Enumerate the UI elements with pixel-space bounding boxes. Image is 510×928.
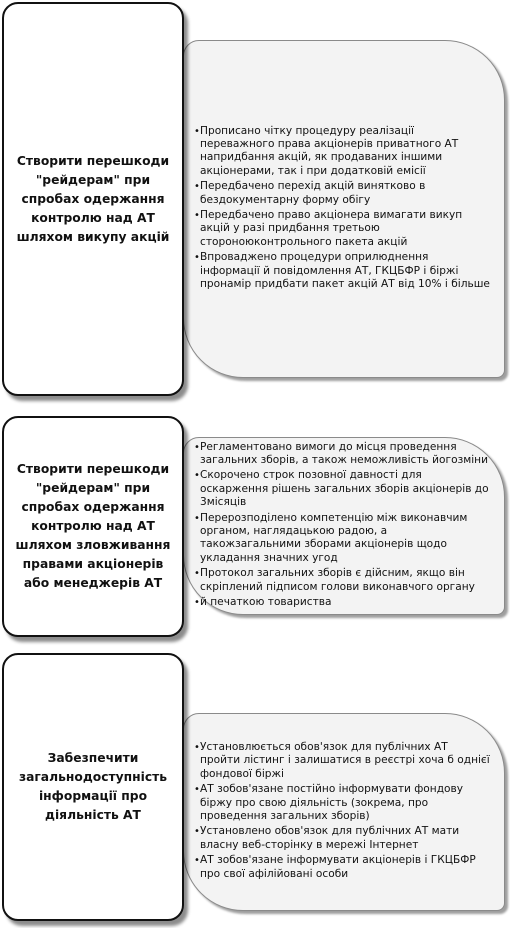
label-text-1: Створити перешкоди "рейдерам" при спробах одержання контролю над АТ шляхом викупу акцій [16, 153, 170, 244]
detail-item: • Перерозподілено компетенцію між виконавчим органом, наглядацькою радою, а такожзагальними зборами акціонерів щодо укладання значних угод [194, 512, 490, 566]
detail-item: • Установлено обов'язок для публічних АТ мати власну веб-сторінку в мережі Інтернет [194, 825, 490, 852]
detail-item: • Протокол загальних зборів є дійсним, якщо він скріплений підписом голови виконавчого органу [194, 567, 490, 594]
detail-item: • Передбачено перехід акцій винятково в бездокументарну форму обігу [194, 180, 490, 207]
detail-item: • Прописано чітку процедуру реалізації переважного права акціонерів приватного АТ напридбання акцій, як продаваних іншими акціонерами, так і при додатковій емісії [194, 125, 490, 179]
detail-item: • АТ зобов'язане інформувати акціонерів і ГКЦБФР про свої афілійовані особи [194, 854, 490, 881]
detail-item: • Установлюється обов'язок для публічних АТ пройти лістинг і залишатися в реєстрі хоча б однієї фондової біржі [194, 741, 490, 781]
detail-item: • Скорочено строк позовної давності для оскарження рішень загальних зборів акціонерів до 3місяців [194, 469, 490, 509]
label-text-3: Забезпечити загальнодоступність інформації про діяльність АТ [18, 751, 168, 822]
label-text-2: Створити перешкоди "рейдерам" при спробах одержання контролю над АТ шляхом зловживання правами акціонерів або менеджерів АТ [15, 462, 171, 590]
detail-box-1 [183, 40, 505, 378]
label-box-1 [2, 2, 184, 396]
label-box-2 [2, 416, 184, 637]
detail-item: • Регламентовано вимоги до місця проведення загальних зборів, а також неможливість йогозміни [194, 441, 490, 468]
detail-item: • АТ зобов'язане постійно інформувати фондову біржу про свою діяльність (зокрема, про проведення загальних зборів) [194, 783, 490, 823]
detail-box-2 [183, 437, 505, 615]
detail-list-2 [184, 441, 504, 612]
detail-list-3 [184, 741, 504, 883]
label-box-3 [2, 653, 184, 921]
detail-box-3 [183, 713, 505, 911]
detail-item: • Впроваджено процедури оприлюднення інформації й повідомлення АТ, ГКЦБФР і біржі пронамір придбати пакет акцій АТ від 10% і більше [194, 251, 490, 291]
detail-item: • й печаткою товариства [194, 596, 490, 609]
detail-item: • Передбачено право акціонера вимагати викуп акцій у разі придбання третьою стороноюконтрольного пакета акцій [194, 209, 490, 249]
detail-list-1 [184, 125, 504, 294]
